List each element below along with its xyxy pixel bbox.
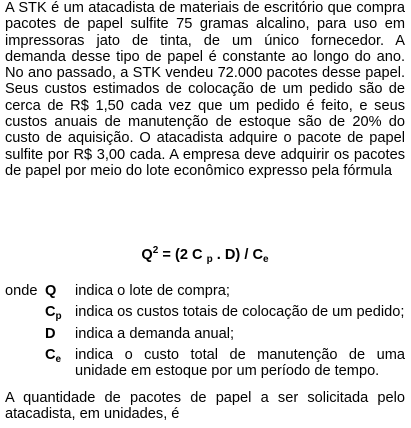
definition-row-ce [5,347,405,380]
definition-symbol: D [45,325,56,342]
definition-symbol: Q [45,283,57,299]
question-prompt: A quantidade de pacotes de papel a ser solicitada pelo atacadista, em unidades, é [5,390,405,423]
definition-symbol: $C_p$ [45,304,62,323]
economic-lot-formula [5,243,405,268]
formula-middle: . D) / C [212,247,263,263]
definition-text: indica a demanda anual; [75,325,235,342]
formula-equals: = (2 C [158,247,203,263]
definition-row-q [5,283,405,304]
formula-subscript-e: e [263,254,269,265]
definition-text: indica os custos totais de colocação de um pedido; [75,304,405,321]
formula-subscript-p: p [206,254,213,265]
definitions-lead-word: onde [5,283,38,299]
definition-text: indica o custo total de manutenção de uma unidade em estoque por um período de tempo. [75,346,405,380]
formula-exponent: 2 [152,245,159,256]
definition-symbol: $C_e$ [45,346,62,365]
definition-row-cp [5,304,405,325]
definition-text: indica o lote de compra; [75,283,230,299]
question-document [5,0,405,423]
problem-statement: A STK é um atacadista de materiais de escritório que compra pacotes de papel sulfite 75 gramas alcalino, para uso em impressoras jato de tinta, de um único fornecedor. A demanda desse tipo de papel é constante ao longo do ano. No ano passado, a STK vendeu 72.000 pacotes desse papel. Seus custos estimados de colocação de um pedido são de cerca de R$ 1,50 cada vez que um pedido é feito, e seus custos anuais de manutenção de estoque são de 20% do custo de aquisição. O atacadista adquire o pacote de papel sulfite por R$ 3,00 cada. A empresa deve adquirir os pacotes de papel por meio do lote econômico expresso pela fórmula [5,0,405,179]
formula-lhs: Q [141,247,153,263]
variable-definitions [5,283,405,379]
definition-row-d [5,326,405,347]
